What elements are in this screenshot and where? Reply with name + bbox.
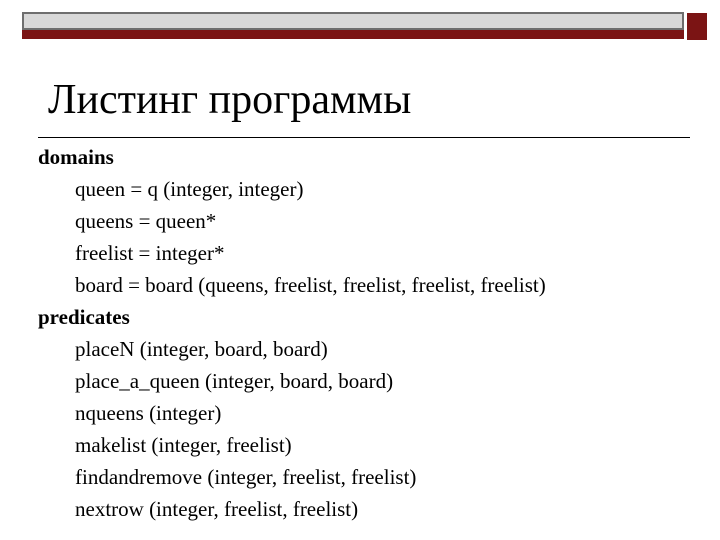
predicate-declaration: place_a_queen (integer, board, board) [75,369,394,393]
domain-declaration: freelist = integer* [75,241,225,265]
program-listing [38,141,698,525]
title-divider [38,137,690,138]
header-band [22,12,684,30]
slide-title: Листинг программы [48,77,412,123]
predicate-declaration: makelist (integer, freelist) [75,433,292,457]
predicate-declaration: nextrow (integer, freelist, freelist) [75,497,359,521]
predicate-declaration: placeN (integer, board, board) [75,337,328,361]
predicate-declaration: nqueens (integer) [75,401,222,425]
domain-declaration: queens = queen* [75,209,217,233]
header-accent-stripe [22,30,684,39]
predicate-declaration: findandremove (integer, freelist, freelist) [75,465,417,489]
header-corner-square [687,13,707,40]
section-keyword-domains: domains [38,145,114,169]
domain-declaration: queen = q (integer, integer) [75,177,304,201]
section-keyword-predicates: predicates [38,305,130,329]
domain-declaration: board = board (queens, freelist, freelist, freelist, freelist) [75,273,546,297]
